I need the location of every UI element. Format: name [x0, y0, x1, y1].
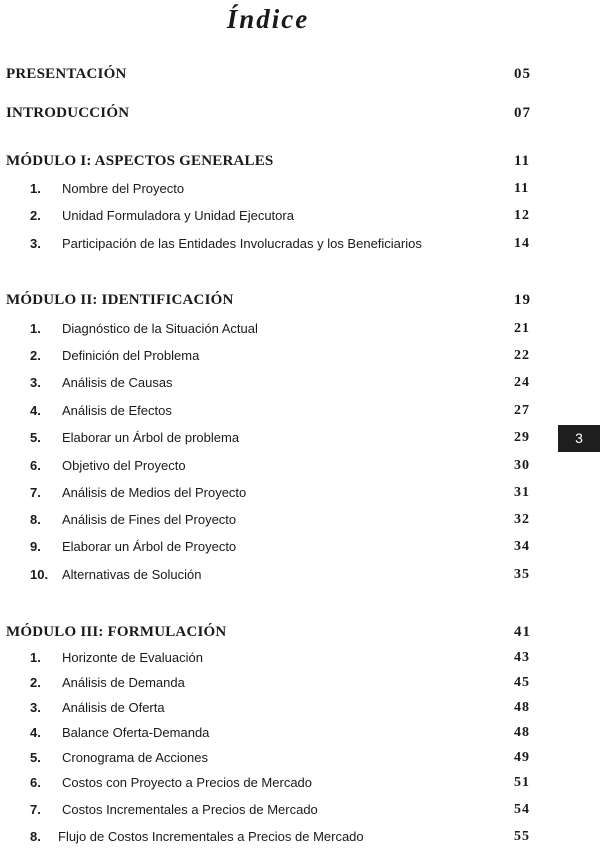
- toc-page-number: 05: [514, 66, 531, 82]
- toc-section-presentacion[interactable]: [0, 66, 600, 86]
- toc-label: Cronograma de Acciones: [62, 750, 208, 765]
- toc-label: MÓDULO III: FORMULACIÓN: [6, 624, 227, 640]
- toc-item-number: 7.: [30, 802, 41, 817]
- toc-item[interactable]: [0, 775, 600, 795]
- toc-item[interactable]: [0, 567, 600, 587]
- toc-item-number: 7.: [30, 485, 41, 500]
- toc-item[interactable]: [0, 375, 600, 395]
- toc-label: Análisis de Demanda: [62, 675, 185, 690]
- toc-page-number: 48: [514, 700, 530, 715]
- toc-section-introduccion[interactable]: [0, 105, 600, 125]
- toc-label: Análisis de Oferta: [62, 700, 165, 715]
- toc-page-number: 31: [514, 485, 530, 500]
- toc-item[interactable]: [0, 539, 600, 559]
- toc-page-number: 21: [514, 321, 530, 336]
- toc-item-number: 8.: [30, 512, 41, 527]
- toc-label: Participación de las Entidades Involucradas y los Beneficiarios: [62, 236, 422, 251]
- toc-item-number: 8.: [30, 829, 41, 844]
- toc-page-number: 11: [514, 153, 531, 169]
- toc-page-number: 19: [514, 292, 531, 308]
- toc-label: Definición del Problema: [62, 348, 200, 363]
- toc-label: Elaborar un Árbol de Proyecto: [62, 539, 237, 554]
- toc-item[interactable]: [0, 321, 600, 341]
- toc-item[interactable]: [0, 208, 600, 228]
- page-title: Índice: [226, 4, 310, 34]
- toc-page-number: 41: [514, 624, 531, 640]
- toc-item-number: 6.: [30, 458, 41, 473]
- toc-module-3[interactable]: [0, 624, 600, 644]
- toc-label: MÓDULO II: IDENTIFICACIÓN: [6, 292, 234, 308]
- toc-page-number: 24: [514, 375, 530, 390]
- toc-label: INTRODUCCIÓN: [6, 105, 130, 121]
- toc-item-number: 3.: [30, 375, 41, 390]
- toc-label: Costos Incrementales a Precios de Mercado: [62, 802, 318, 817]
- toc-module-2[interactable]: [0, 292, 600, 312]
- toc-item[interactable]: [0, 458, 600, 478]
- toc-item-number: 3.: [30, 700, 41, 715]
- toc-page-number: 30: [514, 458, 530, 473]
- toc-label: Análisis de Medios del Proyecto: [62, 485, 247, 500]
- toc-page-number: 07: [514, 105, 531, 121]
- toc-label: Alternativas de Solución: [62, 567, 202, 582]
- toc-label: Análisis de Efectos: [62, 403, 172, 418]
- toc-page-number: 12: [514, 208, 530, 223]
- toc-item-number: 4.: [30, 725, 41, 740]
- toc-label: Balance Oferta-Demanda: [62, 725, 210, 740]
- toc-item-number: 5.: [30, 750, 41, 765]
- toc-page-number: 43: [514, 650, 530, 665]
- toc-label: Unidad Formuladora y Unidad Ejecutora: [62, 208, 294, 223]
- toc-item[interactable]: [0, 802, 600, 822]
- toc-item-number: 2.: [30, 208, 41, 223]
- toc-page-number: 29: [514, 430, 530, 445]
- toc-page-number: 32: [514, 512, 530, 527]
- toc-item[interactable]: [0, 650, 600, 670]
- toc-item[interactable]: [0, 512, 600, 532]
- toc-page-number: 49: [514, 750, 530, 765]
- toc-label: Objetivo del Proyecto: [62, 458, 186, 473]
- toc-label: Horizonte de Evaluación: [62, 650, 203, 665]
- toc-item-number: 4.: [30, 403, 41, 418]
- toc-label: Análisis de Causas: [62, 375, 173, 390]
- toc-item-number: 9.: [30, 539, 41, 554]
- toc-item-number: 1.: [30, 181, 41, 196]
- toc-item[interactable]: [0, 700, 600, 720]
- toc-label: Diagnóstico de la Situación Actual: [62, 321, 258, 336]
- toc-item-number: 2.: [30, 675, 41, 690]
- toc-item[interactable]: [0, 236, 600, 256]
- toc-item[interactable]: [0, 181, 600, 201]
- toc-item-number: 6.: [30, 775, 41, 790]
- toc-page-number: 35: [514, 567, 530, 582]
- toc-page-number: 48: [514, 725, 530, 740]
- toc-item[interactable]: [0, 725, 600, 745]
- toc-page-number: 54: [514, 802, 530, 817]
- toc-item[interactable]: [0, 430, 600, 450]
- toc-page-number: 55: [514, 829, 530, 844]
- toc-item[interactable]: [0, 829, 600, 849]
- toc-page-number: 11: [514, 181, 530, 196]
- toc-item[interactable]: [0, 403, 600, 423]
- toc-page-number: 51: [514, 775, 530, 790]
- toc-item-number: 1.: [30, 321, 41, 336]
- page-number-badge: 3: [558, 425, 600, 452]
- toc-item-number: 5.: [30, 430, 41, 445]
- toc-module-1[interactable]: [0, 153, 600, 173]
- toc-label: Elaborar un Árbol de problema: [62, 430, 240, 445]
- toc-item[interactable]: [0, 675, 600, 695]
- toc-page-number: 34: [514, 539, 530, 554]
- toc-item-number: 10.: [30, 567, 49, 582]
- toc-label: PRESENTACIÓN: [6, 66, 127, 82]
- toc-page-number: 27: [514, 403, 530, 418]
- toc-label: Costos con Proyecto a Precios de Mercado: [62, 775, 313, 790]
- toc-label: Análisis de Fines del Proyecto: [62, 512, 237, 527]
- toc-item[interactable]: [0, 485, 600, 505]
- toc-label: Flujo de Costos Incrementales a Precios de Mercado: [58, 829, 364, 844]
- toc-item[interactable]: [0, 750, 600, 770]
- toc-label: Nombre del Proyecto: [62, 181, 185, 196]
- toc-item-number: 1.: [30, 650, 41, 665]
- toc-page-number: 45: [514, 675, 530, 690]
- toc-item-number: 3.: [30, 236, 41, 251]
- toc-item[interactable]: [0, 348, 600, 368]
- toc-item-number: 2.: [30, 348, 41, 363]
- toc-label: MÓDULO I: ASPECTOS GENERALES: [6, 153, 274, 169]
- toc-page-number: 14: [514, 236, 530, 251]
- toc-page-number: 22: [514, 348, 530, 363]
